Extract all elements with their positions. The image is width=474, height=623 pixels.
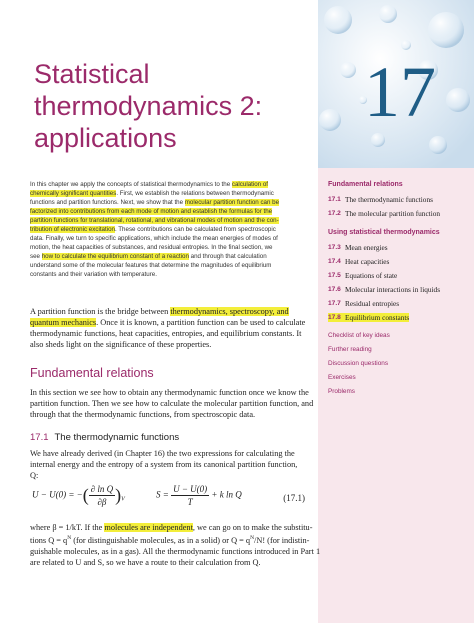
toc-item[interactable]: 17.7 Residual entropies [328,299,400,308]
section-body-line: through that the thermodynamic functions, from spectroscopic data. [30,410,256,419]
intro-line: understand some of the molecular features that determine the magnitudes of equilibrium [30,262,272,269]
equation-lhs: U − U(0) = − [32,489,83,500]
subsection-body [30,448,305,481]
toc-item[interactable]: 17.6 Molecular interactions in liquids [328,285,441,294]
lead-line: thermodynamic functions, heat capacities, entropies, and equilibrium constants. It [30,329,302,338]
chapter-title-line: thermodynamics 2: [34,91,263,121]
section-body-line: In this section we see how to obtain any thermodynamic function once we know the [30,388,309,397]
chapter-title [34,58,304,154]
after-equation-paragraph [30,522,321,568]
intro-line: In this chapter we apply the concepts of statistical thermodynamics to the calculation of [30,181,269,188]
after-line: are related to U and S, so we have a route to their calculation from Q. [30,557,261,567]
intro-line: factorized into contributions from each mode of motion and establish the formulas for the [30,208,273,215]
toc-item[interactable]: 17.3 Mean energies [328,243,388,252]
toc-item[interactable]: 17.1 The thermodynamic functions [328,195,433,204]
toc-link-discussion-questions[interactable]: Discussion questions [328,360,389,367]
intro-line: motion, the heat capacities of substances, and residual entropies. In the final section, we [30,244,273,251]
intro-line: data. Finally, we turn to specific applications, which include the mean energies of modes of [30,235,278,242]
toc-item[interactable]: 17.4 Heat capacities [328,257,390,266]
lead-paragraph [30,306,305,350]
section-heading: Fundamental relations [30,366,154,380]
toc-group-heading: Using statistical thermodynamics [328,229,440,236]
toc-item[interactable]: 17.2 The molecular partition function [328,209,441,218]
equation-fraction: $\frac{\text{∂ ln Q}}{\partial\beta}$ [90,484,114,507]
toc-link-checklist[interactable]: Checklist of key ideas [328,332,390,339]
intro-line: functions and partition functions. Next, we show that the molecular partition function can be [30,199,280,206]
subsection-number: 17.1 [30,432,49,443]
chapter-contents [328,180,468,402]
equation-17-1 [30,483,305,517]
intro-line: tribution of electronic excitation. These contributions can be calculated from spectroscopic [30,226,276,233]
intro-line: constants and their variation with temperature. [30,271,157,278]
after-line: where β = 1/kT. If the molecules are independent, we can go on to make the substitu- [30,523,313,532]
chapter-intro [30,180,305,279]
intro-line: see how to calculate the equilibrium constant of a reaction and through that calculation [30,253,267,260]
intro-line: partition functions for translational, rotational, and vibrational modes of motion and the con- [30,217,279,224]
after-line: guishable molecules, as in a gas). All the thermodynamic functions introduced in Part 1 [30,546,321,556]
after-line: tions $Q = q^N$ (for distinguishable molecules, as in a solid) or $Q = q^N/N$! (for indistin- [30,535,310,545]
chapter-title-line: Statistical [34,59,150,89]
subsection-body-line: We have already derived (in Chapter 16) the two expressions for calculating the [30,449,295,458]
subsection-title: The thermodynamic functions [54,432,180,443]
toc-link-exercises[interactable]: Exercises [328,374,356,381]
equation-number: (17.1) [283,493,305,503]
toc-link-problems[interactable]: Problems [328,388,355,395]
toc-link-further-reading[interactable]: Further reading [328,346,372,353]
subsection-body-line: Q: [30,471,39,480]
lead-line: also sheds light on the significance of these properties. [30,340,212,349]
subsection-heading [30,432,179,443]
lead-line: A partition function is the bridge between thermodynamics, spectroscopy, and [30,307,289,316]
equation-entropy: S = $\frac{U - U(0)}{T}$ + k ln Q [156,484,242,507]
chapter-number: 17 [364,52,436,132]
toc-item-highlighted[interactable]: 17.8 Equilibrium constants [328,313,410,322]
toc-item[interactable]: 17.5 Equations of state [328,271,398,280]
subsection-body-line: internal energy and the entropy of a system from its canonical partition function, [30,460,298,469]
toc-group-heading: Fundamental relations [328,181,403,188]
section-body-line: partition function. Then we see how to calculate the molecular partition function, and [30,399,314,408]
section-body [30,387,314,420]
equation-fraction: $\frac{U - U(0)}{T}$ [173,484,208,507]
chapter-title-line: applications [34,123,177,153]
equation-rhs: S = [156,489,169,500]
equation-energy: U − U(0) = −( $\frac{\text{∂ ln Q}}{\partial\beta}$ )$_V$ [32,484,125,507]
intro-line: chemically significant quantities. First, we establish the relations between thermodynamic [30,190,274,197]
lead-line: quantum mechanics. Once it is known, a partition function can be used to calculate [30,318,306,327]
